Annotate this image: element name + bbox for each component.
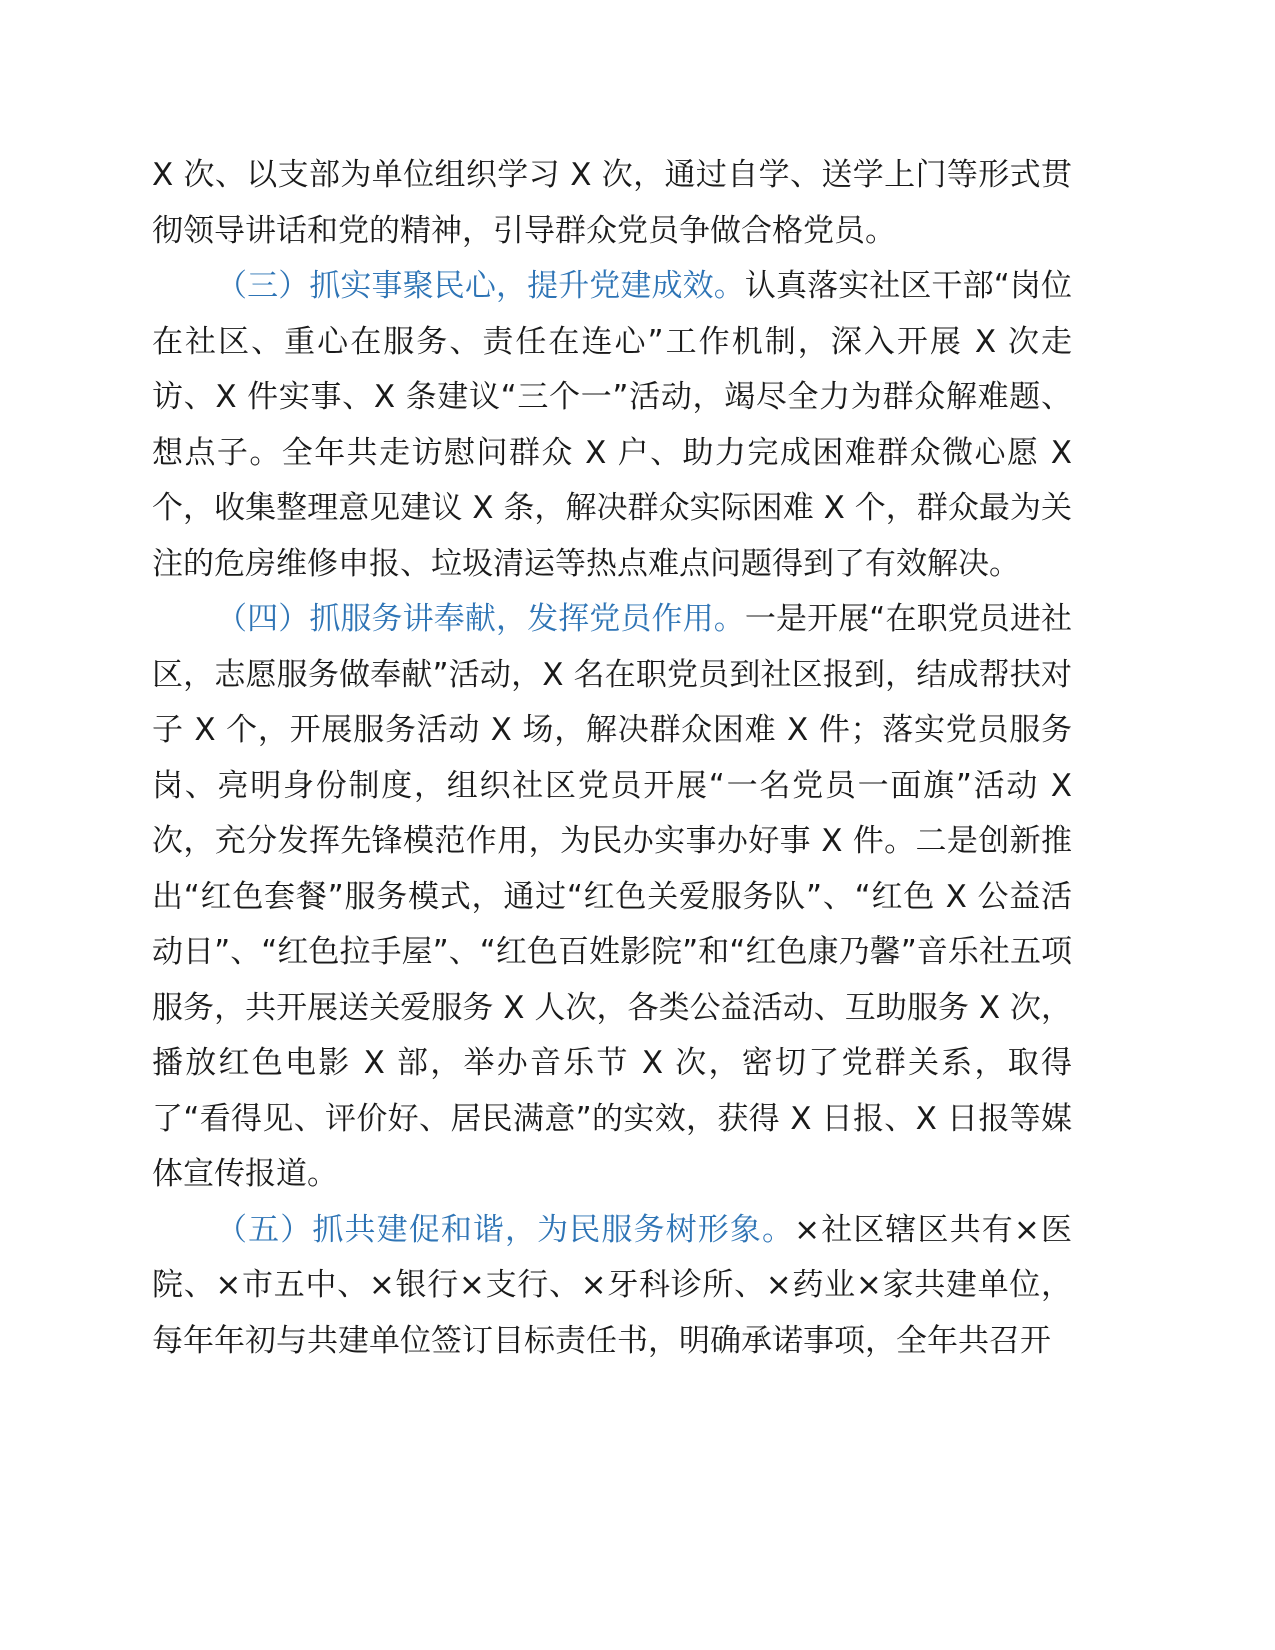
section-heading: （三）抓实事聚民心，提升党建成效。 [216, 268, 745, 304]
paragraph-section-5 [152, 1203, 1072, 1370]
document-page [152, 148, 1072, 1369]
section-heading: （四）抓服务讲奉献，发挥党员作用。 [216, 601, 745, 637]
paragraph-section-4 [152, 592, 1072, 1203]
paragraph-section-3 [152, 259, 1072, 592]
paragraph-body: X 次、以支部为单位组织学习 X 次，通过自学、送学上门等形式贯彻领导讲话和党的精神，引导群众党员争做合格党员。 [152, 157, 1072, 249]
paragraph-body: 一是开展“在职党员进社区，志愿服务做奉献”活动，X 名在职党员到社区报到，结成帮扶对子 X 个，开展服务活动 X 场，解决群众困难 X 件；落实党员服务岗、亮明身份制度，组织社区党员开展“一名党员一面旗”活动 X 次，充分发挥先锋模范作用，为民办实事办好事 X 件。二是创新推出“红色套餐”服务模式，通过“红色关爱服务队”、“红色 X 公益活动日”、“红色拉手屋”、“红色百姓影院”和“红色康乃馨”音乐社五项服务，共开展送关爱服务 X 人次，各类公益活动、互助服务 X 次，播放红色电影 X 部，举办音乐节 X 次，密切了党群关系，取得了“看得见、评价好、居民满意”的实效，获得 X 日报、X 日报等媒体宣传报道。 [152, 601, 1073, 1192]
section-heading: （五）抓共建促和谐，为民服务树形象。 [216, 1211, 795, 1248]
paragraph-body: 认真落实社区干部“岗位在社区、重心在服务、责任在连心”工作机制，深入开展 X 次走访、X 件实事、X 条建议“三个一”活动，竭尽全力为群众解难题、想点子。全年共走访慰问群众 X 户、助力完成困难群众微心愿 X 个，收集整理意见建议 X 条，解决群众实际困难 X 个，群众最为关注的危房维修申报、垃圾清运等热点难点问题得到了有效解决。 [152, 268, 1073, 582]
paragraph-body: ×社区辖区共有×医院、×市五中、×银行×支行、×牙科诊所、×药业×家共建单位，每年年初与共建单位签订目标责任书，明确承诺事项，全年共召开 [152, 1211, 1072, 1359]
paragraph-continuation [152, 148, 1072, 259]
